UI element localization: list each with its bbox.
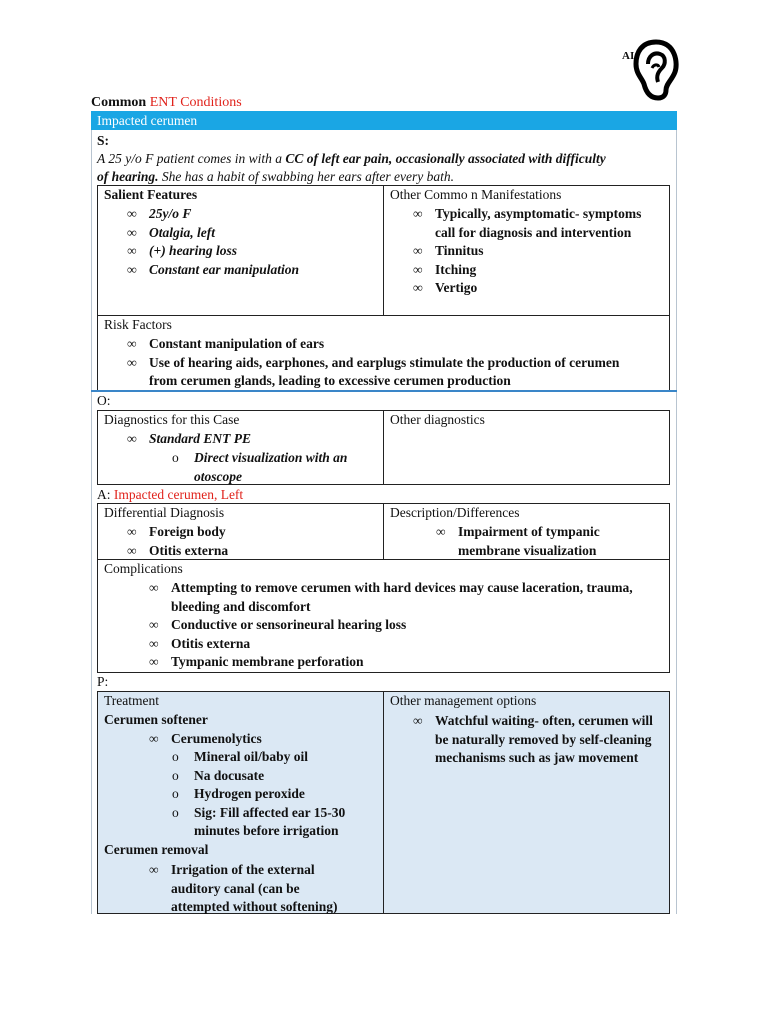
complication-text: Conductive or sensorineural hearing loss <box>171 617 407 632</box>
softener-sub-text: Na docusate <box>194 767 265 783</box>
softener-sub-text: Mineral oil/baby oil <box>194 749 309 764</box>
assessment-diagnosis: Impacted cerumen, Left <box>113 487 244 502</box>
assessment-prefix: A: <box>97 487 114 502</box>
infinity-bullet-icon: ∞ <box>413 261 423 277</box>
diagnostics-list <box>127 430 377 449</box>
circle-bullet-icon: o <box>172 804 179 820</box>
manifestation-text: Tinnitus <box>435 243 484 258</box>
infinity-bullet-icon: ∞ <box>436 524 446 539</box>
subjective-line-1-text: A 25 y/o F patient comes in with a <box>97 151 286 166</box>
risk-text: Use of hearing aids, earphones, and earplugs stimulate the production of cerumen from cerumen glands, leading to excessive cerumen production <box>149 354 620 388</box>
plan-label: P: <box>97 674 109 689</box>
circle-bullet-icon: o <box>172 749 179 764</box>
diagnostics-sublist <box>172 449 372 486</box>
complication-text: Attempting to remove cerumen with hard devices may cause laceration, trauma, bleeding and discomfort <box>171 580 633 614</box>
salient-item-text: (+) hearing loss <box>149 243 237 258</box>
page-title <box>91 95 242 111</box>
infinity-bullet-icon: ∞ <box>149 862 159 877</box>
table-divider <box>383 410 384 485</box>
list-item <box>413 712 658 768</box>
list-item <box>127 430 377 449</box>
softener-sub-text: Hydrogen peroxide <box>194 786 305 801</box>
salient-features-list <box>127 205 377 279</box>
removal-text: Irrigation of the external auditory canal (can be attempted without softening) <box>171 862 338 914</box>
list-item <box>413 242 653 261</box>
infinity-bullet-icon: ∞ <box>127 354 137 370</box>
infinity-bullet-icon: ∞ <box>127 224 137 240</box>
list-item <box>413 205 653 242</box>
softener-sublist <box>172 748 372 841</box>
softener-list <box>149 730 374 749</box>
complication-text: Otitis externa <box>171 635 251 651</box>
list-item <box>127 542 377 561</box>
complication-text: Tympanic membrane perforation <box>171 654 364 669</box>
description-list <box>436 523 636 560</box>
list-item <box>413 261 653 280</box>
list-item <box>172 804 372 841</box>
title-highlight: ENT Conditions <box>149 95 242 110</box>
salient-features-header: Salient Features <box>104 187 198 202</box>
list-item <box>172 767 372 786</box>
complications-list <box>149 579 654 672</box>
infinity-bullet-icon: ∞ <box>149 731 159 746</box>
list-item <box>149 579 654 616</box>
risk-factors-list <box>127 335 627 391</box>
cerumen-removal-header: Cerumen removal <box>104 842 209 857</box>
infinity-bullet-icon: ∞ <box>127 261 137 277</box>
table-divider <box>383 185 384 316</box>
infinity-bullet-icon: ∞ <box>413 280 423 295</box>
list-item <box>172 748 372 767</box>
other-management-list <box>413 712 658 768</box>
softener-text: Cerumenolytics <box>171 731 262 746</box>
differential-header: Differential Diagnosis <box>104 505 225 520</box>
list-item <box>149 616 654 635</box>
list-item <box>149 861 354 917</box>
infinity-bullet-icon: ∞ <box>149 617 159 632</box>
list-item <box>413 279 653 298</box>
subjective-line-2-bold: of hearing. <box>97 169 159 184</box>
softener-sub-text: Sig: Fill affected ear 15-30 minutes before irrigation <box>194 804 346 838</box>
table-divider <box>383 503 384 560</box>
manifestation-text: Typically, asymptomatic- symptoms call for diagnosis and intervention <box>435 206 642 240</box>
list-item <box>127 242 377 261</box>
risk-factors-header: Risk Factors <box>104 317 172 332</box>
subjective-line-2-text: She has a habit of swabbing her ears after every bath. <box>158 169 454 184</box>
complications-header: Complications <box>104 561 183 576</box>
risk-text: Constant manipulation of ears <box>149 336 325 351</box>
objective-label: O: <box>97 393 111 408</box>
list-item <box>127 224 377 243</box>
salient-item-text: 25y/o F <box>149 206 192 221</box>
subjective-line-2 <box>97 169 454 185</box>
condition-banner: Impacted cerumen <box>91 111 677 130</box>
list-item <box>172 785 372 804</box>
removal-list <box>149 861 354 917</box>
infinity-bullet-icon: ∞ <box>127 243 137 258</box>
list-item <box>149 653 654 672</box>
infinity-bullet-icon: ∞ <box>413 713 423 728</box>
infinity-bullet-icon: ∞ <box>127 336 137 351</box>
list-item <box>127 523 377 542</box>
description-text: Impairment of tympanic membrane visualization <box>458 524 600 558</box>
title-prefix: Common <box>91 95 150 110</box>
salient-item-text: Constant ear manipulation <box>149 261 300 277</box>
list-item <box>127 261 377 280</box>
salient-item-text: Otalgia, left <box>149 224 215 240</box>
description-header: Description/Differences <box>390 505 520 520</box>
differential-text: Otitis externa <box>149 542 229 558</box>
list-item <box>149 635 654 654</box>
manifestation-text: Itching <box>435 261 477 277</box>
other-management-header: Other management options <box>390 693 537 708</box>
list-item <box>172 449 372 486</box>
subjective-line-1-bold: CC of left ear pain, occasionally associated with difficulty <box>285 151 606 166</box>
infinity-bullet-icon: ∞ <box>127 431 137 446</box>
management-text: Watchful waiting- often, cerumen will be naturally removed by self-cleaning mechanisms such as jaw movement <box>435 713 653 765</box>
other-diagnostics-header: Other diagnostics <box>390 412 485 427</box>
list-item <box>127 335 627 354</box>
diagnostic-sub-text: Direct visualization with an otoscope <box>194 450 348 484</box>
subjective-label: S: <box>97 133 110 148</box>
manifestation-text: Vertigo <box>435 280 478 295</box>
list-item <box>149 730 374 749</box>
corner-logo-text: AI <box>622 50 635 62</box>
section-separator <box>91 390 677 392</box>
infinity-bullet-icon: ∞ <box>149 580 159 595</box>
diagnostics-header: Diagnostics for this Case <box>104 412 240 427</box>
infinity-bullet-icon: ∞ <box>127 206 137 221</box>
infinity-bullet-icon: ∞ <box>127 542 137 558</box>
circle-bullet-icon: o <box>172 786 179 801</box>
infinity-bullet-icon: ∞ <box>413 206 423 221</box>
list-item <box>127 354 627 391</box>
table-divider <box>383 691 384 914</box>
infinity-bullet-icon: ∞ <box>149 654 159 669</box>
subjective-line-1 <box>97 151 606 167</box>
diagnostic-text: Standard ENT PE <box>149 431 252 446</box>
other-manifestations-header: Other Commo n Manifestations <box>390 187 562 202</box>
list-item <box>127 205 377 224</box>
ear-icon <box>632 38 680 102</box>
infinity-bullet-icon: ∞ <box>413 243 423 258</box>
assessment-label <box>97 487 243 503</box>
circle-bullet-icon: o <box>172 450 179 465</box>
differential-list <box>127 523 377 560</box>
circle-bullet-icon: o <box>172 767 179 783</box>
cerumen-softener-header: Cerumen softener <box>104 712 208 727</box>
differential-text: Foreign body <box>149 524 226 539</box>
infinity-bullet-icon: ∞ <box>149 635 159 651</box>
treatment-header: Treatment <box>104 693 159 708</box>
list-item <box>436 523 636 560</box>
other-manifestations-list <box>413 205 653 298</box>
infinity-bullet-icon: ∞ <box>127 524 137 539</box>
